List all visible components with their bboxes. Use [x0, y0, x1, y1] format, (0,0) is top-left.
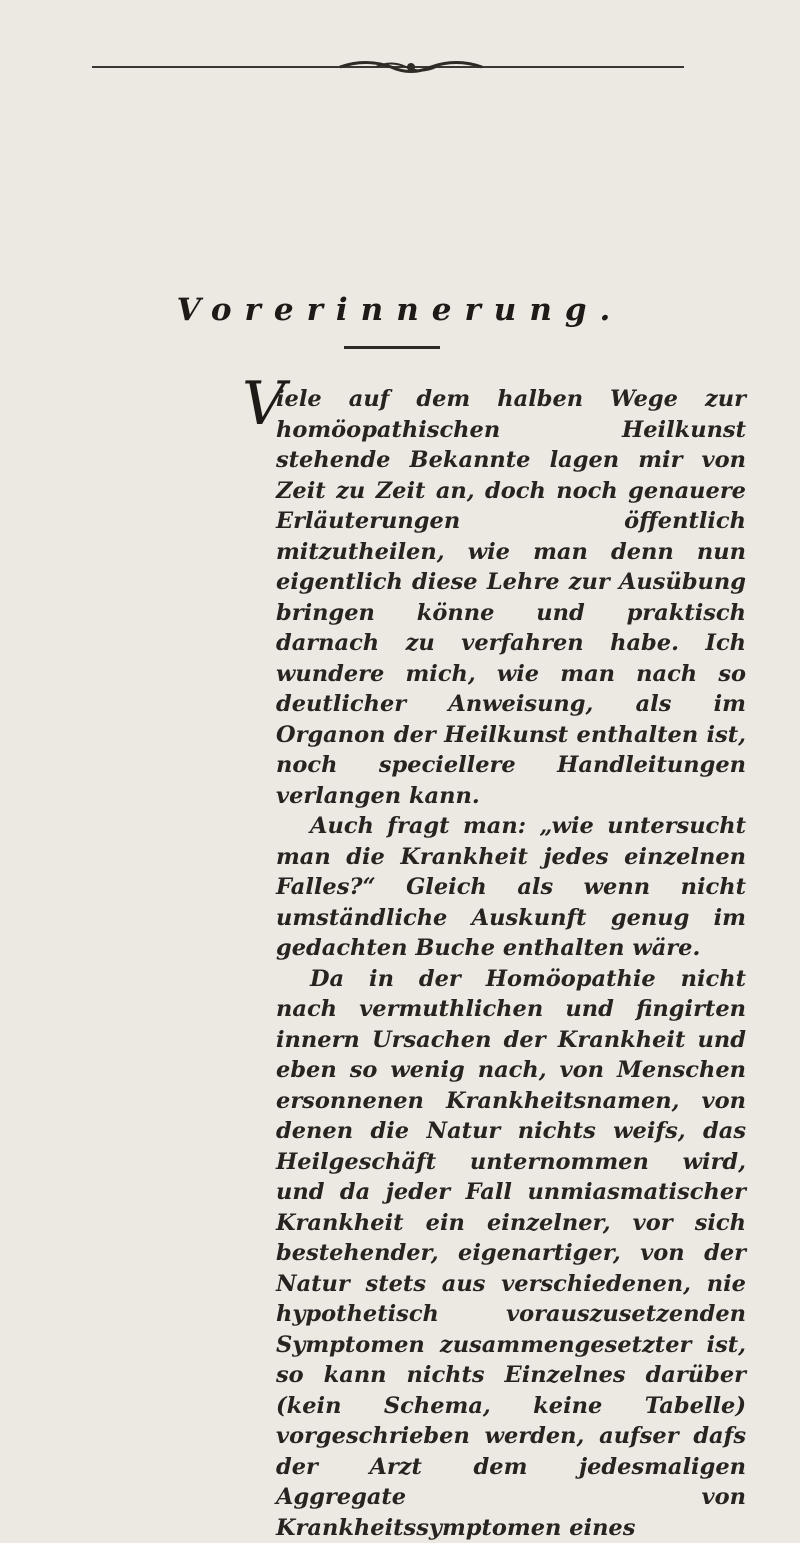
ornament-icon [336, 56, 486, 78]
drop-cap: V [242, 374, 285, 434]
title-rule [344, 346, 440, 349]
paragraph: Da in der Homöopathie nicht nach vermuthlichen und fingirten innern Ursachen der Krankheit und eben so wenig nach, von Menschen ersonnenen Krankheitsnamen, von denen die Natur nichts weifs, das Heilgeschäft unternommen wird, und da jeder Fall unmiasmatischer Krankheit ein einzelner, vor sich bestehender, eigenartiger, von der Natur stets aus verschiedenen, nie hypothetisch vorauszusetzenden Symptomen zusammengesetzter ist, so kann nichts Einzelnes darüber (kein Schema, keine Tabelle) vorgeschrieben werden, aufser dafs der Arzt dem jedesmaligen Aggregate von Krankheitssymptomen eines [276, 964, 746, 1543]
paragraph: iele auf dem halben Wege zur homöopathischen Heilkunst stehende Bekannte lagen mir von Zeit zu Zeit an, doch noch genauere Erläuterungen öffentlich mitzutheilen, wie man denn nun eigentlich diese Lehre zur Ausübung bringen könne und praktisch darnach zu verfahren habe. Ich wundere mich, wie man nach so deutlicher Anweisung, als im Organon der Heilkunst enthalten ist, noch speciellere Handleitungen verlangen kann. [276, 384, 746, 811]
paragraph: Auch fragt man: „wie untersucht man die Krankheit jedes einzelnen Falles?“ Gleich als wenn nicht umständliche Auskunft genug im gedachten Buche enthalten wäre. [276, 811, 746, 964]
page-title: Vorerinnerung. [0, 292, 800, 328]
body-text [276, 384, 746, 1543]
